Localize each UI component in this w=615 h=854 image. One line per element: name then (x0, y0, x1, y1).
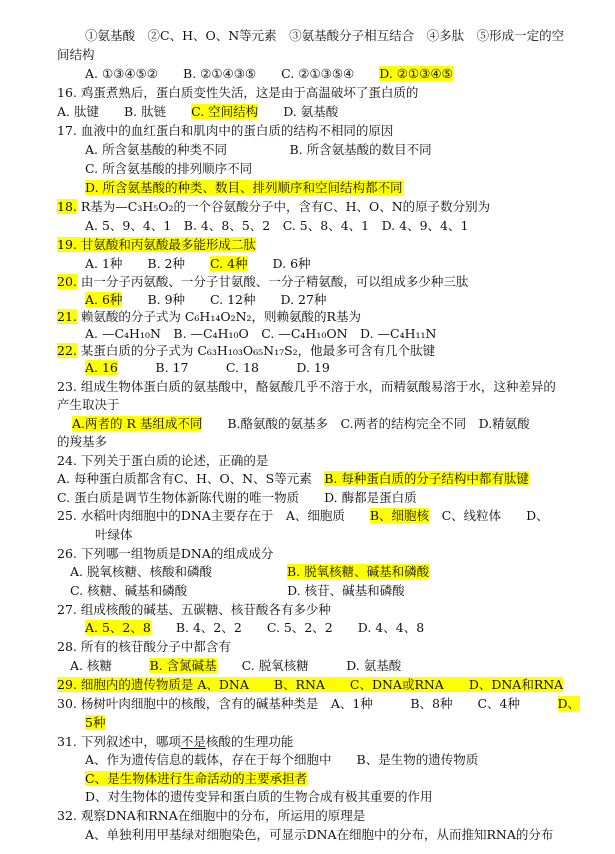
highlighted-answer: 19. 甘氨酸和丙氨酸最多能形成二肽 (57, 237, 256, 252)
text-segment: 27. 组成核酸的碱基、五碳糖、核苷酸各有多少种 (57, 602, 331, 617)
text-line (85, 360, 330, 376)
text-segment: A. 脱氧核糖、核酸和磷酸 (70, 564, 287, 579)
text-segment: 某蛋白质的分子式为 C₆₃H₁₀₃O₆₅N₁₇S₂，他最多可含有几个肽键 (76, 343, 436, 358)
text-segment: 23. 组成生物体蛋白质的氨基酸中，酪氨酸几乎不溶于水，而精氨酸易溶于水，这种差异的 (57, 379, 556, 394)
text-segment: 叶绿体 (95, 527, 133, 542)
text-line (57, 274, 468, 290)
highlighted-answer: 21. (57, 309, 77, 324)
text-line (85, 256, 311, 272)
text-segment: A. 所含氨基酸的种类不同 B. 所含氨基酸的数目不同 (85, 142, 432, 157)
text-line (85, 771, 307, 787)
highlighted-answer: 5种 (85, 715, 106, 730)
highlighted-answer: C. 空间结构 (191, 104, 259, 119)
text-segment: A. 每种蛋白质都含有C、H、O、N、S等元素 (57, 471, 325, 486)
text-line (57, 397, 120, 413)
text-segment: D. 6种 (247, 256, 311, 271)
highlighted-answer: 18. (57, 199, 77, 214)
text-line (85, 292, 326, 308)
highlighted-answer: 29. 细胞内的遗传物质是 A、DNA B、RNA C、DNA或RNA D、DNA和RNA (57, 677, 564, 692)
highlighted-answer: A. 16 (85, 360, 118, 375)
text-segment: C. 蛋白质是调节生物体新陈代谢的唯一物质 D. 酶都是蛋白质 (57, 490, 417, 505)
text-segment: A. ①③④⑤② B. ②①④③⑤ C. ②①③⑤④ (85, 66, 380, 81)
text-line (85, 180, 403, 196)
text-segment: A、单独利用甲基绿对细胞染色，可显示DNA在细胞中的分布，从而推知RNA的分布 (85, 827, 554, 842)
text-line (85, 715, 105, 731)
text-segment: 不是 (180, 734, 206, 749)
text-segment: A. 1种 B. 2种 (85, 256, 211, 271)
highlighted-answer: B. 含氮碱基 (149, 658, 217, 673)
highlighted-answer: C. 4种 (210, 256, 248, 271)
text-segment: B. 4、2、2 C. 5、2、2 D. 4、4、8 (150, 620, 425, 635)
highlighted-answer: B. 每种蛋白质的分子结构中都有肽键 (324, 471, 529, 486)
highlighted-answer: A. 6种 (85, 292, 123, 307)
highlighted-answer: 22. (57, 343, 77, 358)
text-segment: 32. 观察DNA和RNA在细胞中的分布，所运用的原理是 (57, 808, 366, 823)
text-line (85, 789, 433, 805)
text-line (85, 326, 437, 342)
text-segment: 16. 鸡蛋煮熟后，蛋白质变性失活，这是由于高温破坏了蛋白质的 (57, 85, 419, 100)
text-segment: D. 氨基酸 (258, 104, 339, 119)
text-line (95, 527, 133, 543)
text-line (57, 734, 293, 750)
text-segment: 产生取决于 (57, 397, 120, 412)
text-line (70, 564, 429, 580)
text-line (57, 47, 95, 63)
text-line (85, 752, 478, 768)
text-segment: 的羧基多 (57, 434, 108, 449)
text-line (57, 343, 435, 359)
highlighted-answer: B. 脱氧核糖、碱基和磷酸 (286, 564, 430, 579)
text-line (57, 546, 273, 562)
text-line (57, 379, 556, 395)
text-segment: 31. 下列叙述中，哪项 (57, 734, 181, 749)
text-line (57, 199, 490, 215)
text-line (72, 416, 530, 432)
highlighted-answer: C、是生物体进行生命活动的主要承担者 (85, 771, 308, 786)
text-segment: D、对生物体的遗传变异和蛋白质的生物合成有极其重要的作用 (85, 789, 433, 804)
text-segment: A. 5、9、4、1 B. 4、8、5、2 C. 5、8、4、1 D. 4、9、4、1 (85, 218, 469, 233)
highlighted-answer: D. 所含氨基酸的种类、数目、排列顺序和空间结构都不同 (85, 180, 403, 195)
text-line (57, 237, 256, 253)
text-line (57, 508, 549, 524)
text-line (85, 827, 553, 843)
text-line (85, 161, 252, 177)
highlighted-answer: B、细胞核 (369, 508, 430, 523)
text-segment: 由一分子丙氨酸、一分子甘氨酸、一分子精氨酸，可以组成多少种三肽 (76, 274, 469, 289)
text-line (85, 142, 432, 158)
text-line (57, 602, 331, 618)
text-segment: ①氨基酸 ②C、H、O、N等元素 ③氨基酸分子相互结合 ④多肽 ⑤形成一定的空 (85, 28, 565, 43)
highlighted-answer: D. ②①③④⑤ (379, 66, 453, 81)
text-line (85, 620, 424, 636)
highlighted-answer: A. 5、2、8 (85, 620, 151, 635)
text-segment: 17. 血液中的血红蛋白和肌肉中的蛋白质的结构不相同的原因 (57, 123, 394, 138)
text-segment: 28. 所有的核苷酸分子中都含有 (57, 639, 231, 654)
text-line (57, 677, 563, 693)
text-segment: 30. 杨树叶肉细胞中的核酸，含有的碱基种类是 A、1种 B、8种 C、4种 (57, 696, 558, 711)
highlighted-answer: 20. (57, 274, 77, 289)
text-segment: A、作为遗传信息的载体，存在于每个细胞中 B、是生物的遗传物质 (85, 752, 479, 767)
text-line (57, 471, 529, 487)
text-line (57, 639, 231, 655)
text-line (57, 104, 338, 120)
text-line (57, 808, 365, 824)
text-line (57, 309, 361, 325)
highlighted-answer: A.两者的 R 基组成不同 (72, 416, 203, 431)
text-line (85, 66, 453, 82)
text-segment: C、线粒体 D、 (429, 508, 549, 523)
text-segment: 赖氨酸的分子式为 C₆H₁₄O₂N₂，则赖氨酸的R基为 (76, 309, 361, 324)
text-segment: 核酸的生理功能 (205, 734, 294, 749)
text-segment: B. 17 C. 18 D. 19 (117, 360, 330, 375)
highlighted-answer: D、 (557, 696, 581, 711)
text-line (70, 658, 401, 674)
text-segment: 25. 水稻叶肉细胞中的DNA主要存在于 A、细胞质 (57, 508, 370, 523)
text-line (57, 85, 418, 101)
text-segment: A. —C₄H₁₀N B. —C₄H₁₀O C. —C₄H₁₀ON D. —C₄H₁₁N (85, 326, 437, 341)
text-segment: R基为—C₃H₅O₂的一个谷氨酸分子中，含有C、H、O、N的原子数分别为 (76, 199, 491, 214)
text-line (85, 218, 468, 234)
text-line (70, 583, 405, 599)
text-segment: 24. 下列关于蛋白质的论述，正确的是 (57, 453, 269, 468)
text-segment: C. 核糖、碱基和磷酸 D. 核苷、碱基和磷酸 (70, 583, 405, 598)
text-segment: C. 脱氧核糖 D. 氨基酸 (216, 658, 402, 673)
text-segment: 间结构 (57, 47, 95, 62)
text-segment: 26. 下列哪一组物质是DNA的组成成分 (57, 546, 274, 561)
text-segment: A. 肽键 B. 肽链 (57, 104, 192, 119)
text-segment: A. 核糖 (70, 658, 150, 673)
text-line (57, 123, 393, 139)
text-line (57, 490, 417, 506)
text-segment: B.酪氨酸的氨基多 C.两者的结构完全不同 D.精氨酸 (202, 416, 530, 431)
text-line (57, 453, 268, 469)
text-line (57, 434, 107, 450)
text-line (85, 28, 564, 44)
text-line (57, 696, 580, 712)
text-segment: C. 所含氨基酸的排列顺序不同 (85, 161, 253, 176)
text-segment: B. 9种 C. 12种 D. 27种 (122, 292, 327, 307)
